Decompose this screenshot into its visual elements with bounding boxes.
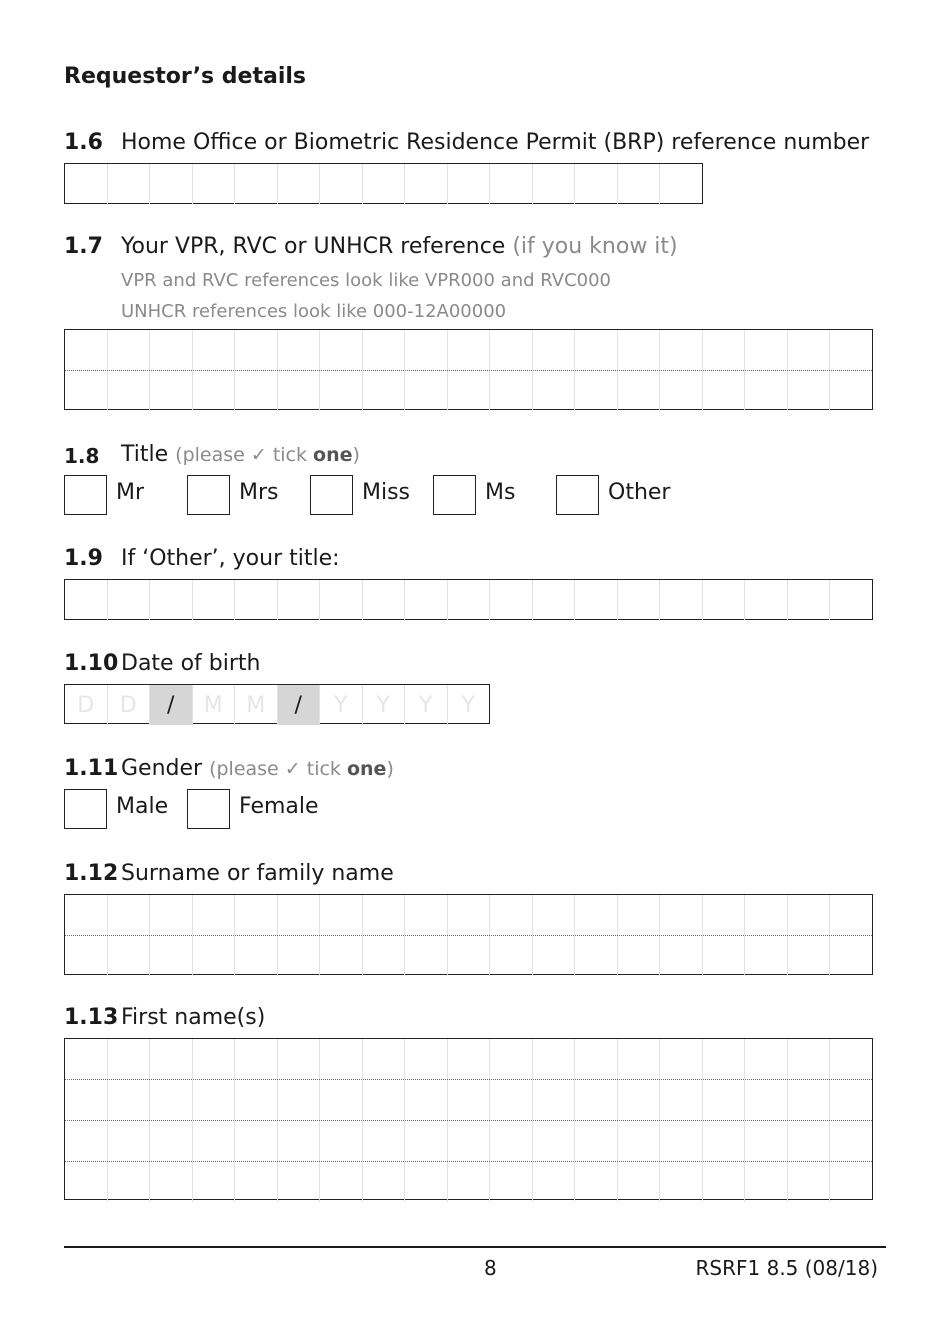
character-box[interactable] bbox=[745, 1162, 788, 1202]
character-box[interactable] bbox=[278, 936, 321, 976]
character-box[interactable] bbox=[660, 1080, 703, 1120]
character-box[interactable] bbox=[65, 1121, 108, 1161]
character-box[interactable] bbox=[575, 1121, 618, 1161]
tick-one-hint: (please ✓ tick one) bbox=[175, 444, 360, 466]
question-number-1-10: 1.10 bbox=[64, 651, 119, 676]
character-box[interactable] bbox=[235, 1121, 278, 1161]
character-box[interactable] bbox=[660, 164, 702, 204]
character-box[interactable] bbox=[660, 1039, 703, 1079]
character-box[interactable] bbox=[363, 580, 406, 620]
hint-unhcr-format: UNHCR references look like 000-12A00000 bbox=[121, 301, 507, 322]
grid-row bbox=[65, 895, 872, 935]
character-box[interactable] bbox=[533, 1121, 576, 1161]
character-box[interactable] bbox=[533, 936, 576, 976]
title-miss-label: Miss bbox=[362, 480, 411, 505]
character-box[interactable] bbox=[235, 164, 278, 204]
character-box[interactable] bbox=[65, 371, 108, 411]
character-box[interactable] bbox=[235, 330, 278, 370]
character-box[interactable] bbox=[108, 580, 151, 620]
character-box[interactable] bbox=[490, 1039, 533, 1079]
character-box[interactable] bbox=[575, 1039, 618, 1079]
character-box[interactable] bbox=[745, 1080, 788, 1120]
character-box[interactable] bbox=[363, 1039, 406, 1079]
character-box[interactable] bbox=[448, 936, 491, 976]
character-box[interactable] bbox=[830, 895, 872, 935]
character-box[interactable] bbox=[745, 371, 788, 411]
gender-male-checkbox[interactable] bbox=[64, 789, 107, 829]
other-title-input[interactable] bbox=[64, 579, 873, 620]
character-box[interactable] bbox=[788, 580, 831, 620]
character-box[interactable] bbox=[150, 1162, 193, 1202]
character-box[interactable] bbox=[150, 1080, 193, 1120]
character-box[interactable] bbox=[575, 895, 618, 935]
character-box[interactable] bbox=[788, 330, 831, 370]
question-number-1-6: 1.6 bbox=[64, 130, 103, 155]
title-mr-label: Mr bbox=[116, 480, 145, 505]
character-box[interactable] bbox=[405, 371, 448, 411]
character-box[interactable] bbox=[830, 1080, 872, 1120]
character-box[interactable] bbox=[193, 580, 236, 620]
character-box[interactable] bbox=[320, 330, 363, 370]
character-box[interactable] bbox=[235, 1162, 278, 1202]
character-box[interactable] bbox=[278, 1121, 321, 1161]
character-box[interactable] bbox=[490, 1080, 533, 1120]
character-box[interactable] bbox=[150, 936, 193, 976]
question-text-title: Title (please ✓ tick one) bbox=[121, 442, 360, 467]
character-box[interactable] bbox=[533, 330, 576, 370]
character-box[interactable] bbox=[660, 1121, 703, 1161]
title-mrs-checkbox[interactable] bbox=[187, 475, 230, 515]
question-number-1-8: 1.8 bbox=[64, 444, 100, 468]
vpr-reference-input[interactable] bbox=[64, 329, 873, 410]
character-box[interactable] bbox=[193, 1162, 236, 1202]
question-number-1-7: 1.7 bbox=[64, 234, 103, 259]
character-box[interactable] bbox=[490, 1121, 533, 1161]
character-box[interactable] bbox=[490, 164, 533, 204]
character-box[interactable] bbox=[703, 895, 746, 935]
character-box[interactable] bbox=[703, 1039, 746, 1079]
character-box[interactable] bbox=[745, 936, 788, 976]
character-box[interactable] bbox=[193, 936, 236, 976]
character-box[interactable]: M bbox=[193, 685, 236, 725]
character-box[interactable] bbox=[108, 371, 151, 411]
date-separator: / bbox=[278, 685, 321, 725]
question-text-other-title: If ‘Other’, your title: bbox=[121, 546, 340, 571]
character-box[interactable] bbox=[788, 936, 831, 976]
character-box[interactable] bbox=[660, 371, 703, 411]
grid-row bbox=[65, 330, 872, 370]
character-box[interactable] bbox=[448, 371, 491, 411]
character-box[interactable] bbox=[533, 1162, 576, 1202]
character-box[interactable] bbox=[193, 371, 236, 411]
character-box[interactable] bbox=[320, 1039, 363, 1079]
date-separator: / bbox=[150, 685, 193, 725]
character-box[interactable] bbox=[363, 1080, 406, 1120]
title-mr-checkbox[interactable] bbox=[64, 475, 107, 515]
character-box[interactable] bbox=[618, 164, 661, 204]
character-box[interactable] bbox=[533, 580, 576, 620]
character-box[interactable] bbox=[108, 1080, 151, 1120]
question-number-1-12: 1.12 bbox=[64, 861, 119, 886]
character-box[interactable] bbox=[745, 1039, 788, 1079]
character-box[interactable] bbox=[703, 330, 746, 370]
character-box[interactable] bbox=[533, 164, 576, 204]
title-miss-checkbox[interactable] bbox=[310, 475, 353, 515]
character-box[interactable] bbox=[108, 895, 151, 935]
character-box[interactable] bbox=[363, 1121, 406, 1161]
character-box[interactable] bbox=[830, 1039, 872, 1079]
character-box[interactable] bbox=[618, 330, 661, 370]
character-box[interactable] bbox=[745, 580, 788, 620]
character-box[interactable] bbox=[830, 330, 872, 370]
character-box[interactable] bbox=[448, 580, 491, 620]
question-number-1-13: 1.13 bbox=[64, 1005, 119, 1030]
character-box[interactable] bbox=[448, 164, 491, 204]
character-box[interactable] bbox=[108, 936, 151, 976]
character-box[interactable] bbox=[65, 330, 108, 370]
character-box[interactable] bbox=[405, 164, 448, 204]
character-box[interactable] bbox=[320, 164, 363, 204]
character-box[interactable]: D bbox=[108, 685, 151, 725]
character-box[interactable] bbox=[448, 1162, 491, 1202]
character-box[interactable] bbox=[660, 330, 703, 370]
gender-male-label: Male bbox=[116, 794, 169, 819]
character-box[interactable] bbox=[150, 895, 193, 935]
form-code: RSRF1 8.5 (08/18) bbox=[695, 1256, 878, 1280]
character-box[interactable] bbox=[193, 1080, 236, 1120]
title-other-checkbox[interactable] bbox=[556, 475, 599, 515]
character-box[interactable] bbox=[618, 895, 661, 935]
character-box[interactable] bbox=[830, 936, 872, 976]
character-box[interactable] bbox=[490, 371, 533, 411]
question-text-gender: Gender (please ✓ tick one) bbox=[121, 756, 394, 781]
character-box[interactable] bbox=[745, 330, 788, 370]
brp-reference-input[interactable] bbox=[64, 163, 703, 204]
character-box[interactable] bbox=[703, 1121, 746, 1161]
character-box[interactable] bbox=[320, 371, 363, 411]
character-box[interactable] bbox=[788, 1080, 831, 1120]
character-box[interactable] bbox=[533, 1080, 576, 1120]
question-number-1-11: 1.11 bbox=[64, 756, 119, 781]
character-box[interactable]: Y bbox=[320, 685, 363, 725]
title-other-label: Other bbox=[608, 480, 671, 505]
character-box[interactable] bbox=[618, 1121, 661, 1161]
character-box[interactable] bbox=[660, 895, 703, 935]
date-of-birth-input[interactable] bbox=[64, 684, 490, 724]
character-box[interactable] bbox=[830, 580, 872, 620]
tick-one-hint: (please ✓ tick one) bbox=[209, 758, 394, 780]
character-box[interactable] bbox=[703, 580, 746, 620]
character-box[interactable] bbox=[150, 1039, 193, 1079]
character-box[interactable] bbox=[830, 1121, 872, 1161]
character-box[interactable] bbox=[320, 1080, 363, 1120]
grid-row bbox=[65, 1079, 872, 1120]
gender-female-label: Female bbox=[239, 794, 319, 819]
character-box[interactable] bbox=[490, 936, 533, 976]
character-box[interactable] bbox=[788, 371, 831, 411]
character-box[interactable] bbox=[65, 1162, 108, 1202]
grid-row bbox=[65, 1039, 872, 1079]
character-box[interactable] bbox=[448, 1121, 491, 1161]
character-box[interactable] bbox=[150, 371, 193, 411]
character-box[interactable] bbox=[150, 580, 193, 620]
character-box[interactable] bbox=[533, 895, 576, 935]
character-box[interactable] bbox=[405, 330, 448, 370]
character-box[interactable] bbox=[575, 580, 618, 620]
character-box[interactable] bbox=[618, 1080, 661, 1120]
character-box[interactable] bbox=[618, 1162, 661, 1202]
character-box[interactable] bbox=[830, 1162, 872, 1202]
character-box[interactable] bbox=[278, 895, 321, 935]
grid-row bbox=[65, 164, 702, 204]
character-box[interactable] bbox=[448, 330, 491, 370]
character-box[interactable] bbox=[405, 1121, 448, 1161]
grid-row bbox=[65, 580, 872, 620]
character-box[interactable] bbox=[65, 936, 108, 976]
character-box[interactable] bbox=[363, 371, 406, 411]
character-box[interactable] bbox=[448, 1039, 491, 1079]
character-box[interactable] bbox=[235, 580, 278, 620]
character-box[interactable] bbox=[703, 1080, 746, 1120]
character-box[interactable] bbox=[108, 1121, 151, 1161]
character-box[interactable] bbox=[363, 936, 406, 976]
character-box[interactable] bbox=[108, 1162, 151, 1202]
question-text-brp-reference: Home Office or Biometric Residence Permit (BRP) reference number bbox=[121, 130, 870, 155]
page-number: 8 bbox=[484, 1256, 497, 1280]
character-box[interactable] bbox=[65, 1039, 108, 1079]
character-box[interactable] bbox=[108, 1039, 151, 1079]
character-box[interactable] bbox=[235, 371, 278, 411]
character-box[interactable]: M bbox=[235, 685, 278, 725]
character-box[interactable] bbox=[405, 580, 448, 620]
grid-row bbox=[65, 1161, 872, 1202]
character-box[interactable] bbox=[405, 895, 448, 935]
character-box[interactable] bbox=[278, 580, 321, 620]
character-box[interactable] bbox=[363, 895, 406, 935]
character-box[interactable] bbox=[703, 371, 746, 411]
hint-vpr-format: VPR and RVC references look like VPR000 and RVC000 bbox=[121, 270, 612, 291]
character-box[interactable] bbox=[618, 1039, 661, 1079]
character-box[interactable]: D bbox=[65, 685, 108, 725]
character-box[interactable] bbox=[745, 895, 788, 935]
character-box[interactable] bbox=[405, 936, 448, 976]
character-box[interactable] bbox=[278, 371, 321, 411]
character-box[interactable] bbox=[235, 895, 278, 935]
title-ms-checkbox[interactable] bbox=[433, 475, 476, 515]
character-box[interactable] bbox=[193, 1121, 236, 1161]
character-box[interactable] bbox=[575, 330, 618, 370]
question-text-first-names: First name(s) bbox=[121, 1005, 266, 1030]
grid-row bbox=[65, 1120, 872, 1161]
first-names-input[interactable] bbox=[64, 1038, 873, 1200]
character-box[interactable] bbox=[65, 164, 108, 204]
character-box[interactable] bbox=[235, 1080, 278, 1120]
character-box[interactable] bbox=[363, 1162, 406, 1202]
character-box[interactable] bbox=[703, 1162, 746, 1202]
character-box[interactable] bbox=[363, 330, 406, 370]
character-box[interactable] bbox=[575, 1162, 618, 1202]
character-box[interactable] bbox=[193, 895, 236, 935]
character-box[interactable] bbox=[193, 164, 236, 204]
character-box[interactable] bbox=[788, 1121, 831, 1161]
character-box[interactable] bbox=[575, 1080, 618, 1120]
character-box[interactable] bbox=[405, 1080, 448, 1120]
character-box[interactable] bbox=[575, 371, 618, 411]
character-box[interactable] bbox=[235, 936, 278, 976]
character-box[interactable] bbox=[788, 1162, 831, 1202]
character-box[interactable] bbox=[703, 936, 746, 976]
character-box[interactable] bbox=[278, 1162, 321, 1202]
character-box[interactable]: Y bbox=[461, 692, 475, 718]
character-box[interactable] bbox=[150, 330, 193, 370]
title-mrs-label: Mrs bbox=[239, 480, 279, 505]
character-box[interactable] bbox=[108, 164, 151, 204]
character-box[interactable] bbox=[320, 895, 363, 935]
character-box[interactable] bbox=[320, 580, 363, 620]
character-box[interactable] bbox=[65, 895, 108, 935]
character-box[interactable] bbox=[618, 936, 661, 976]
character-box[interactable] bbox=[788, 1039, 831, 1079]
character-box[interactable] bbox=[575, 164, 618, 204]
character-box[interactable] bbox=[745, 1121, 788, 1161]
grid-row bbox=[65, 370, 872, 411]
character-box[interactable] bbox=[150, 164, 193, 204]
character-box[interactable] bbox=[405, 1162, 448, 1202]
character-box[interactable] bbox=[490, 580, 533, 620]
character-box[interactable] bbox=[490, 330, 533, 370]
character-box[interactable] bbox=[660, 1162, 703, 1202]
character-box[interactable] bbox=[660, 936, 703, 976]
character-box[interactable] bbox=[278, 1039, 321, 1079]
character-box[interactable] bbox=[65, 1080, 108, 1120]
character-box[interactable] bbox=[490, 1162, 533, 1202]
character-box[interactable] bbox=[618, 580, 661, 620]
grid-row bbox=[65, 935, 872, 976]
character-box[interactable] bbox=[235, 1039, 278, 1079]
character-box[interactable] bbox=[278, 330, 321, 370]
character-box[interactable] bbox=[490, 895, 533, 935]
character-box[interactable] bbox=[65, 580, 108, 620]
character-box[interactable] bbox=[363, 164, 406, 204]
character-box[interactable] bbox=[108, 330, 151, 370]
character-box[interactable] bbox=[320, 936, 363, 976]
character-box[interactable] bbox=[533, 1039, 576, 1079]
character-box[interactable]: Y bbox=[405, 685, 448, 725]
optional-hint: (if you know it) bbox=[512, 234, 678, 259]
character-box[interactable] bbox=[320, 1121, 363, 1161]
character-box[interactable] bbox=[533, 371, 576, 411]
character-box[interactable] bbox=[788, 895, 831, 935]
character-box[interactable] bbox=[278, 164, 321, 204]
character-box[interactable] bbox=[660, 580, 703, 620]
footer-divider bbox=[64, 1246, 886, 1248]
character-box[interactable] bbox=[193, 1039, 236, 1079]
grid-row bbox=[65, 685, 489, 725]
character-box[interactable] bbox=[448, 1080, 491, 1120]
character-box[interactable]: Y bbox=[363, 685, 406, 725]
character-box[interactable] bbox=[448, 895, 491, 935]
question-number-1-9: 1.9 bbox=[64, 546, 103, 571]
character-box[interactable] bbox=[618, 371, 661, 411]
question-text-vpr-reference: Your VPR, RVC or UNHCR reference (if you know it) bbox=[121, 234, 678, 259]
character-box[interactable] bbox=[405, 1039, 448, 1079]
character-box[interactable] bbox=[575, 936, 618, 976]
character-box[interactable] bbox=[150, 1121, 193, 1161]
section-title: Requestor’s details bbox=[64, 64, 307, 89]
question-text-date-of-birth: Date of birth bbox=[121, 651, 261, 676]
character-box[interactable] bbox=[193, 330, 236, 370]
surname-input[interactable] bbox=[64, 894, 873, 975]
question-text-surname: Surname or family name bbox=[121, 861, 394, 886]
character-box[interactable] bbox=[320, 1162, 363, 1202]
character-box[interactable] bbox=[830, 371, 872, 411]
title-ms-label: Ms bbox=[485, 480, 516, 505]
gender-female-checkbox[interactable] bbox=[187, 789, 230, 829]
character-box[interactable] bbox=[278, 1080, 321, 1120]
